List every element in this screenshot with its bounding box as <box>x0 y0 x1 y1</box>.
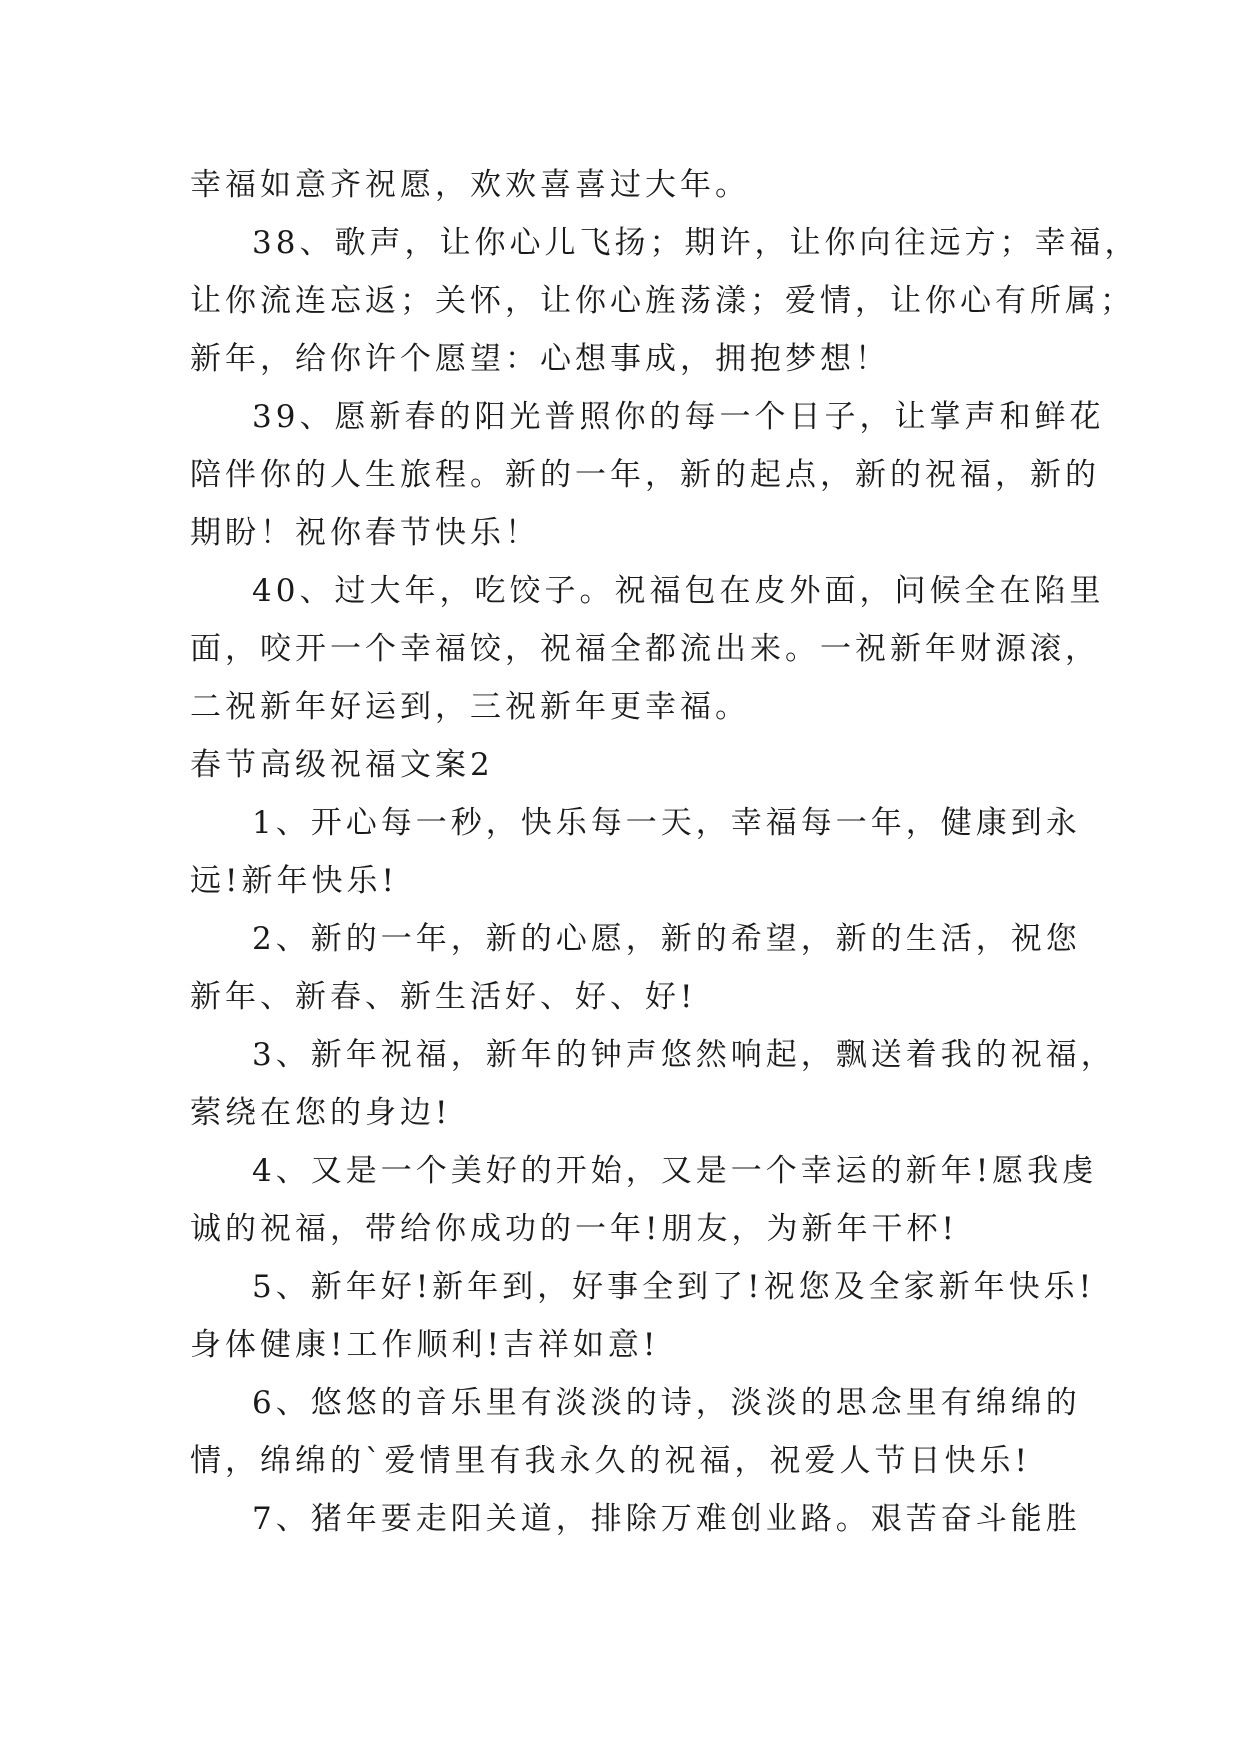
paragraph-6-start: 6、悠悠的音乐里有淡淡的诗，淡淡的思念里有绵绵的 <box>252 1385 1081 1421</box>
text-line: 期盼！祝你春节快乐！ <box>190 515 540 551</box>
text-line: 陪伴你的人生旅程。新的一年，新的起点，新的祝福，新的 <box>190 457 1100 493</box>
text-line: 萦绕在您的身边! <box>190 1095 452 1131</box>
paragraph-5-start: 5、新年好!新年到，好事全到了!祝您及全家新年快乐! <box>252 1269 1096 1305</box>
text-line: 让你流连忘返；关怀，让你心旌荡漾；爱情，让你心有所属； <box>190 283 1135 319</box>
paragraph-39-start: 39、愿新春的阳光普照你的每一个日子，让掌声和鲜花 <box>252 399 1105 435</box>
section-heading: 春节高级祝福文案2 <box>190 747 494 783</box>
text-line: 新年，给你许个愿望：心想事成，拥抱梦想！ <box>190 341 890 377</box>
text-line: 幸福如意齐祝愿，欢欢喜喜过大年。 <box>190 167 750 203</box>
document-body <box>190 156 1140 1548</box>
paragraph-40-start: 40、过大年，吃饺子。祝福包在皮外面，问候全在陷里 <box>252 573 1105 609</box>
text-line: 诚的祝福，带给你成功的一年!朋友，为新年干杯! <box>190 1211 958 1247</box>
text-line: 远!新年快乐! <box>190 863 398 899</box>
text-line: 情，绵绵的`爱情里有我永久的祝福，祝爱人节日快乐! <box>190 1443 1031 1479</box>
text-line: 新年、新春、新生活好、好、好! <box>190 979 697 1015</box>
paragraph-1-start: 1、开心每一秒，快乐每一天，幸福每一年，健康到永 <box>252 805 1081 841</box>
paragraph-4-start: 4、又是一个美好的开始，又是一个幸运的新年!愿我虔 <box>252 1153 1098 1189</box>
text-line: 面，咬开一个幸福饺，祝福全都流出来。一祝新年财源滚， <box>190 631 1100 667</box>
paragraph-2-start: 2、新的一年，新的心愿，新的希望，新的生活，祝您 <box>252 921 1081 957</box>
paragraph-7-start: 7、猪年要走阳关道，排除万难创业路。艰苦奋斗能胜 <box>252 1501 1081 1537</box>
paragraph-38-start: 38、歌声，让你心儿飞扬；期许，让你向往远方；幸福， <box>252 225 1140 261</box>
text-line: 二祝新年好运到，三祝新年更幸福。 <box>190 689 750 725</box>
text-line: 身体健康!工作顺利!吉祥如意! <box>190 1327 660 1363</box>
paragraph-3-start: 3、新年祝福，新年的钟声悠然响起，飘送着我的祝福， <box>252 1037 1116 1073</box>
